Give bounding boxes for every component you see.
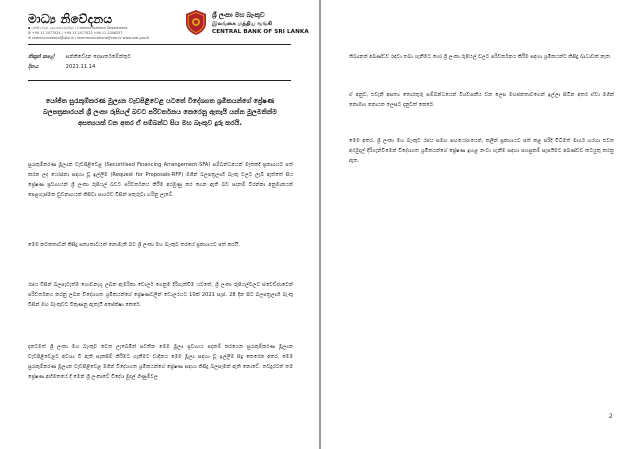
paragraph-3: රජය විසින් බලපැවැත්ම ගොඩනැගූ ලබන ඇමරිකා ඩොලර් ගෙනුම දිරිගැන්වීම යටතේ, ශ්‍රී ලංකා රුපියල්වලට ස්වෙච්ඡාවෙන් පරිවර්තනය කරනු ලබන විදේශගත ශ්‍රමිකයන්ගේ ප්‍රේෂණවලින් ඩොලරයට 10ක් 2021 සැප්. 28 දින සිට බලපත්‍රලාභී බැංකු විසින් මහ බැංකුවට විකුණනු ඇතැයි අපේක්ෂා කෙරේ. bbox=[28, 282, 293, 309]
issued-by-row bbox=[28, 52, 131, 62]
contact-email: ✉communications@cbsl.lk / dcommunications@cbsl.lk www.cbsl.gov.lk bbox=[28, 36, 150, 40]
contact-phone: ✆+94 11 2477424 / +94 11 2477423 +94 11 2346257 bbox=[28, 31, 123, 35]
release-meta bbox=[28, 52, 131, 72]
page2-paragraph-1: තිබ්‍යනත් අඛණ්ඩව රඳවා තබා ගැනීමට හෝ ශ්‍රී ලංකා රුපියල් වලට පරිවර්තනය කිරීම සඳහා ශ්‍රමිකයන්ට කිසිදු බාධාවක් නැත. bbox=[349, 54, 612, 60]
page2-paragraph-2: ඒ අනුව, එවැනි අසත්‍ය තොරතුරු සම්බන්ධයෙන් විශ්වසනීය වන ලෙස මහජනතාවගෙන් ඉල්ලා සිටින අතර ඒවා මගින් නොමඟ නොයන ලෙසට දැනුවත් කෙරේ. bbox=[349, 92, 614, 109]
press-release-title: මාධ්‍ය නිවේදනය bbox=[28, 12, 113, 26]
paragraph-2: මෙම කටකතාවන් කිසිදු සත්‍යතාවයක් නොමැති බව ශ්‍රී ලංකා මහ බැංකුව තරයේ ප්‍රකාශයට පත් කරයි. bbox=[28, 242, 240, 248]
bank-name-tamil: இலங்கை மத்திய வங்கி bbox=[212, 21, 273, 27]
header-divider bbox=[28, 44, 291, 45]
page-number: 2 bbox=[609, 413, 613, 420]
press-header-left bbox=[28, 12, 178, 41]
date-row bbox=[28, 62, 131, 72]
date-value: 2021.11.14 bbox=[65, 64, 96, 70]
cbsl-emblem-icon bbox=[184, 9, 208, 36]
press-header-right bbox=[212, 11, 312, 36]
phone-icon: ✆ bbox=[28, 31, 31, 35]
paragraph-1: සුරැකුම්කරණ මූල්‍යන වැඩපිළිවෙළ (Securitised Financing Arrangement-SFA) සම්බන්ධයෙන් මෑතකදී ප්‍රකාශයට පත් කරන ලද යෝජනා සඳහා වූ ඉල්ලීම (Request for Proposals-RFP) මගින් බලපත්‍රලාභී බැංකු වලට ලැබී ඇත්තේ සිය ප්‍රේෂණ ප්‍රවාහයන් ශ්‍රී ලංකා රුපියල් බවට පරිවර්තනය කිරීම අරමුණු කර ගෙන ඇති බව පදනම් වීරන්නා අනුමානයන් පෙළගැස්මක ඩුවනාගයක් කිසිවා පාර්ශව විසින් පතුරුවා හරිනු ලැබේ. bbox=[28, 162, 293, 199]
email-icon: ✉ bbox=[28, 36, 31, 40]
bank-name-sinhala: ශ්‍රී ලංකා මහ බැංකුව bbox=[212, 11, 265, 19]
issued-by-value: සන්නිවේදන දෙපාර්තමේන්තුව bbox=[65, 54, 132, 60]
press-release-headline: යෝජිත සුරැකුම්කරණ මූල්‍යන වැඩපිළිවෙළ යටතේ විදේශගත ශ්‍රමිකයන්ගේ ප්‍රේෂණ බලපත්‍රකාරයන් ශ්‍රී ලංකා රුපියල් බවට පරිවර්තනය කෙරෙනු ඇතැයි යන්න මූලමනින්ම අසත්‍යයක් වන අතර ඒ සම්බන්ධ සිය මහ බැංකුව දුරු කරයි. bbox=[42, 97, 278, 127]
page2-paragraph-3: මෙම අතර, ශ්‍රී ලංකා මහ බැංකුව රජය සමඟ සහයෝගයෙන්, කලින් ප්‍රකාශයට පත් කළ පරිදි විධිමත් මාර්ග හරහා එවන අරමුදල් දිරිගැන්වීමෙන් විදේශගත ශ්‍රමිකයන්ගේ ප්‍රේෂණ ඉහළ නංවා ගැනීම සඳහා පහසුකම් සැපයීමට අඛණ්ඩව කටයුතු කරනු ඇත. bbox=[349, 138, 614, 165]
date-label: දිනය bbox=[28, 64, 39, 70]
issued-by-label: නිකුත් කළේ bbox=[28, 54, 55, 60]
contact-department: ▪සන්නිවේදන දෙපාර්තමේන්තුව / Communications Department bbox=[28, 26, 128, 30]
building-icon: ▪ bbox=[28, 26, 31, 30]
paragraph-4: දැනටමත් ශ්‍රී ලංකා මහ බැංකුව වෙත ලැබෙමින් පවතින මෙම මූල්‍ය ප්‍රවාහය පදනම් කරගෙන සුරැකුම්කරණ මූල්‍යන වැඩපිළිවෙළට අවශ්‍ය වී ඇති සැකසීම් කිරීමට ගැනීමට වාදිනය මෙම මූල්‍ය සඳහා වූ ඉල්ලීම සිදු කෙරෙන අතර, මෙම සුරැකුම්කරණ මූල්‍යන වැඩපිළිවෙළ මගින් විදේශගත ශ්‍රමිකයන්ගේ ප්‍රේෂණ සඳහා කිසිදු බලපෑමක් ඇති නොවේ. තවදුරටත් තම ප්‍රේෂණ අභිමතයේ දී මෙන් ශ්‍රී ලංකාවේ විදේශ මුදල් ගිණුම්වල bbox=[28, 344, 293, 381]
document-page-1 bbox=[0, 0, 319, 449]
bank-name-english: CENTRAL BANK OF SRI LANKA bbox=[212, 29, 309, 35]
meta-divider bbox=[28, 80, 291, 81]
document-page-2 bbox=[321, 0, 640, 449]
